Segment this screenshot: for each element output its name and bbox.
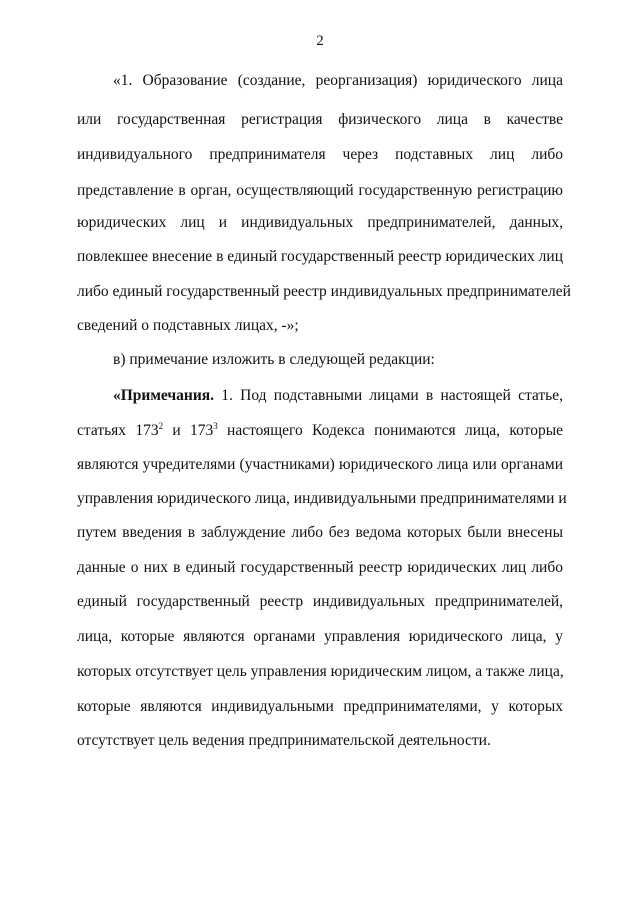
text-line: сведений о подставных лицах, -»;: [77, 317, 299, 334]
text-line: «1. Образование (создание, реорганизация) юридического лица: [113, 72, 563, 89]
text-line: статьях $173^2$ и $173^3$ настоящего Кодекса понимаются лица, которые: [77, 421, 563, 439]
text-line: повлекшее внесение в единый государственный реестр юридических лиц: [77, 248, 563, 265]
notes-heading: «Примечания.: [113, 387, 215, 404]
page-number: 2: [316, 33, 324, 49]
text-line: которых отсутствует цель управления юридическим лицом, а также лица,: [77, 663, 564, 680]
text-line: единый государственный реестр индивидуальных предпринимателей,: [77, 593, 563, 610]
text-line: являются учредителями (участниками) юридического лица или органами: [77, 456, 563, 473]
text-line: [113, 386, 563, 406]
text-line: данные о них в единый государственный реестр юридических лиц либо: [77, 559, 563, 576]
text-line: представление в орган, осуществляющий государственную регистрацию: [77, 182, 563, 199]
superscript: 2: [158, 421, 164, 431]
text-line: или государственная регистрация физического лица в качестве: [77, 111, 563, 128]
superscript: 3: [213, 421, 218, 431]
paragraph-2: в) примечание изложить в следующей редакции:: [113, 351, 435, 368]
text-line: путем введения в заблуждение либо без ведома которых были внесены: [77, 524, 563, 541]
text-line: юридических лиц и индивидуальных предпринимателей, данных,: [77, 214, 563, 231]
notes-text: 1. Под подставными лицами в настоящей статье,: [221, 387, 563, 404]
text-line: которые являются индивидуальными предпринимателями, у которых: [77, 698, 563, 715]
text-line: отсутствует цель ведения предпринимательской деятельности.: [77, 732, 491, 749]
text-line: либо единый государственный реестр индивидуальных предпринимателей: [77, 283, 571, 300]
text-line: управления юридического лица, индивидуальными предпринимателями и: [77, 490, 567, 507]
text-line: индивидуального предпринимателя через подставных лиц либо: [77, 146, 563, 163]
text-line: лица, которые являются органами управления юридического лица, у: [77, 628, 563, 645]
